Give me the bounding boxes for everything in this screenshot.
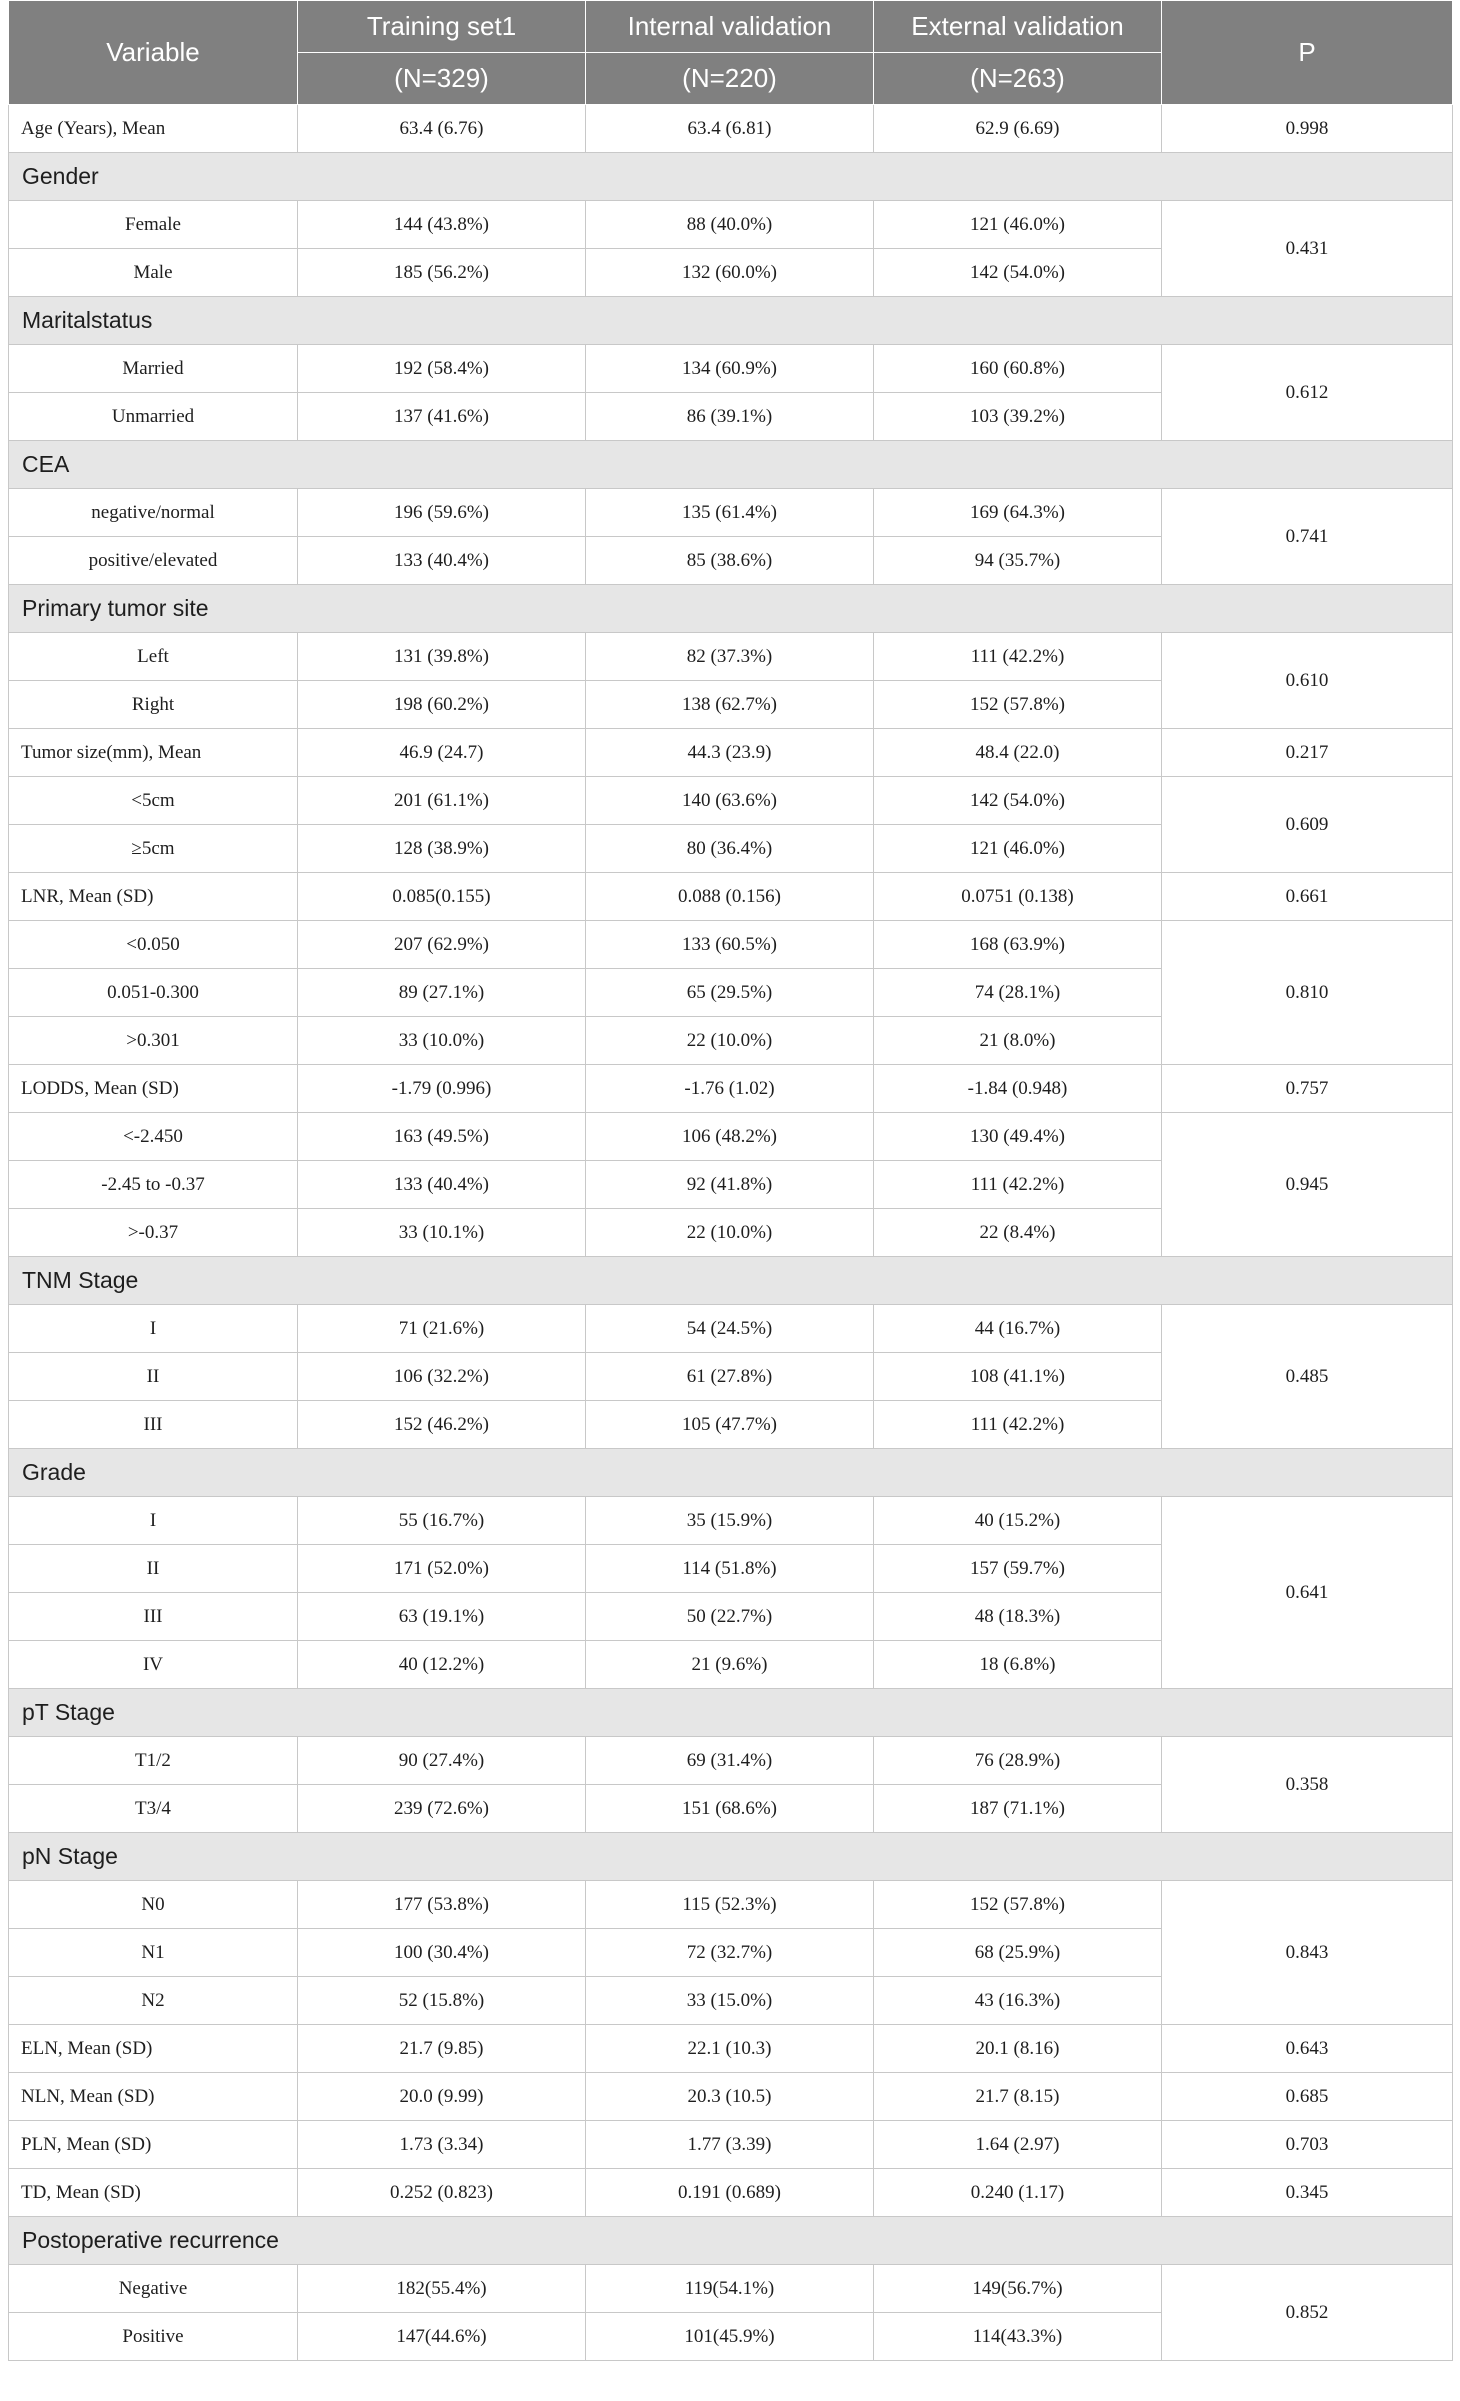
variable-cell: positive/elevated	[9, 537, 298, 585]
table-row	[9, 105, 1453, 153]
variable-cell: IV	[9, 1641, 298, 1689]
variable-cell: Negative	[9, 2265, 298, 2313]
variable-cell: N1	[9, 1929, 298, 1977]
section-label: Gender	[9, 153, 1453, 201]
variable-cell: LODDS, Mean (SD)	[9, 1065, 298, 1113]
section-label: TNM Stage	[9, 1257, 1453, 1305]
training-cell: 137 (41.6%)	[298, 393, 586, 441]
training-cell: 185 (56.2%)	[298, 249, 586, 297]
header-training-n: (N=329)	[298, 53, 586, 105]
internal-cell: 86 (39.1%)	[586, 393, 874, 441]
table-row	[9, 633, 1453, 681]
internal-cell: 35 (15.9%)	[586, 1497, 874, 1545]
external-cell: 108 (41.1%)	[874, 1353, 1162, 1401]
training-cell: 144 (43.8%)	[298, 201, 586, 249]
training-cell: 177 (53.8%)	[298, 1881, 586, 1929]
variable-cell: ≥5cm	[9, 825, 298, 873]
external-cell: -1.84 (0.948)	[874, 1065, 1162, 1113]
training-cell: 0.085(0.155)	[298, 873, 586, 921]
external-cell: 152 (57.8%)	[874, 1881, 1162, 1929]
internal-cell: 22.1 (10.3)	[586, 2025, 874, 2073]
header-row-1	[9, 1, 1453, 53]
external-cell: 121 (46.0%)	[874, 825, 1162, 873]
header-p: P	[1162, 1, 1453, 105]
training-cell: 147(44.6%)	[298, 2313, 586, 2361]
p-value-cell: 0.358	[1162, 1737, 1453, 1833]
table-header	[9, 1, 1453, 105]
variable-cell: III	[9, 1401, 298, 1449]
variable-cell: Female	[9, 201, 298, 249]
internal-cell: 133 (60.5%)	[586, 921, 874, 969]
p-value-cell: 0.703	[1162, 2121, 1453, 2169]
variable-cell: Tumor size(mm), Mean	[9, 729, 298, 777]
training-cell: 163 (49.5%)	[298, 1113, 586, 1161]
external-cell: 142 (54.0%)	[874, 249, 1162, 297]
external-cell: 21 (8.0%)	[874, 1017, 1162, 1065]
variable-cell: N2	[9, 1977, 298, 2025]
variable-cell: I	[9, 1305, 298, 1353]
table-row	[9, 1065, 1453, 1113]
internal-cell: 44.3 (23.9)	[586, 729, 874, 777]
p-value-cell: 0.998	[1162, 105, 1453, 153]
variable-cell: <5cm	[9, 777, 298, 825]
section-row	[9, 441, 1453, 489]
training-cell: 1.73 (3.34)	[298, 2121, 586, 2169]
table-row	[9, 1881, 1453, 1929]
p-value-cell: 0.485	[1162, 1305, 1453, 1449]
p-value-cell: 0.612	[1162, 345, 1453, 441]
external-cell: 103 (39.2%)	[874, 393, 1162, 441]
section-row	[9, 1449, 1453, 1497]
internal-cell: -1.76 (1.02)	[586, 1065, 874, 1113]
internal-cell: 132 (60.0%)	[586, 249, 874, 297]
internal-cell: 0.191 (0.689)	[586, 2169, 874, 2217]
internal-cell: 115 (52.3%)	[586, 1881, 874, 1929]
external-cell: 187 (71.1%)	[874, 1785, 1162, 1833]
training-cell: 89 (27.1%)	[298, 969, 586, 1017]
training-cell: 196 (59.6%)	[298, 489, 586, 537]
p-value-cell: 0.431	[1162, 201, 1453, 297]
external-cell: 168 (63.9%)	[874, 921, 1162, 969]
training-cell: 90 (27.4%)	[298, 1737, 586, 1785]
external-cell: 121 (46.0%)	[874, 201, 1162, 249]
internal-cell: 0.088 (0.156)	[586, 873, 874, 921]
p-value-cell: 0.610	[1162, 633, 1453, 729]
p-value-cell: 0.217	[1162, 729, 1453, 777]
variable-cell: >0.301	[9, 1017, 298, 1065]
section-row	[9, 1689, 1453, 1737]
variable-cell: Unmarried	[9, 393, 298, 441]
variable-cell: TD, Mean (SD)	[9, 2169, 298, 2217]
table-row	[9, 1305, 1453, 1353]
external-cell: 149(56.7%)	[874, 2265, 1162, 2313]
internal-cell: 82 (37.3%)	[586, 633, 874, 681]
internal-cell: 88 (40.0%)	[586, 201, 874, 249]
internal-cell: 54 (24.5%)	[586, 1305, 874, 1353]
training-cell: 207 (62.9%)	[298, 921, 586, 969]
variable-cell: -2.45 to -0.37	[9, 1161, 298, 1209]
section-row	[9, 297, 1453, 345]
training-cell: 133 (40.4%)	[298, 1161, 586, 1209]
table-row	[9, 201, 1453, 249]
external-cell: 130 (49.4%)	[874, 1113, 1162, 1161]
table-row	[9, 1737, 1453, 1785]
variable-cell: III	[9, 1593, 298, 1641]
external-cell: 0.240 (1.17)	[874, 2169, 1162, 2217]
training-cell: 52 (15.8%)	[298, 1977, 586, 2025]
p-value-cell: 0.661	[1162, 873, 1453, 921]
training-cell: 182(55.4%)	[298, 2265, 586, 2313]
internal-cell: 69 (31.4%)	[586, 1737, 874, 1785]
section-label: pN Stage	[9, 1833, 1453, 1881]
header-internal-n: (N=220)	[586, 53, 874, 105]
p-value-cell: 0.852	[1162, 2265, 1453, 2361]
table-row	[9, 873, 1453, 921]
external-cell: 160 (60.8%)	[874, 345, 1162, 393]
internal-cell: 114 (51.8%)	[586, 1545, 874, 1593]
section-row	[9, 585, 1453, 633]
external-cell: 157 (59.7%)	[874, 1545, 1162, 1593]
external-cell: 44 (16.7%)	[874, 1305, 1162, 1353]
external-cell: 48 (18.3%)	[874, 1593, 1162, 1641]
internal-cell: 22 (10.0%)	[586, 1017, 874, 1065]
internal-cell: 21 (9.6%)	[586, 1641, 874, 1689]
training-cell: 128 (38.9%)	[298, 825, 586, 873]
internal-cell: 135 (61.4%)	[586, 489, 874, 537]
internal-cell: 105 (47.7%)	[586, 1401, 874, 1449]
external-cell: 76 (28.9%)	[874, 1737, 1162, 1785]
p-value-cell: 0.345	[1162, 2169, 1453, 2217]
variable-cell: 0.051-0.300	[9, 969, 298, 1017]
p-value-cell: 0.609	[1162, 777, 1453, 873]
variable-cell: Married	[9, 345, 298, 393]
variable-cell: Right	[9, 681, 298, 729]
training-cell: 20.0 (9.99)	[298, 2073, 586, 2121]
table-row	[9, 729, 1453, 777]
training-cell: 198 (60.2%)	[298, 681, 586, 729]
internal-cell: 50 (22.7%)	[586, 1593, 874, 1641]
external-cell: 43 (16.3%)	[874, 1977, 1162, 2025]
training-cell: 106 (32.2%)	[298, 1353, 586, 1401]
table-row	[9, 1113, 1453, 1161]
internal-cell: 92 (41.8%)	[586, 1161, 874, 1209]
training-cell: 55 (16.7%)	[298, 1497, 586, 1545]
internal-cell: 63.4 (6.81)	[586, 105, 874, 153]
training-cell: 33 (10.0%)	[298, 1017, 586, 1065]
training-cell: 201 (61.1%)	[298, 777, 586, 825]
table-row	[9, 2073, 1453, 2121]
training-cell: 131 (39.8%)	[298, 633, 586, 681]
table-row	[9, 345, 1453, 393]
variable-cell: PLN, Mean (SD)	[9, 2121, 298, 2169]
external-cell: 20.1 (8.16)	[874, 2025, 1162, 2073]
p-value-cell: 0.843	[1162, 1881, 1453, 2025]
external-cell: 68 (25.9%)	[874, 1929, 1162, 1977]
section-row	[9, 153, 1453, 201]
table-row	[9, 2265, 1453, 2313]
internal-cell: 33 (15.0%)	[586, 1977, 874, 2025]
table-row	[9, 921, 1453, 969]
variable-cell: II	[9, 1353, 298, 1401]
section-label: Postoperative recurrence	[9, 2217, 1453, 2265]
p-value-cell: 0.643	[1162, 2025, 1453, 2073]
internal-cell: 20.3 (10.5)	[586, 2073, 874, 2121]
external-cell: 0.0751 (0.138)	[874, 873, 1162, 921]
external-cell: 142 (54.0%)	[874, 777, 1162, 825]
external-cell: 114(43.3%)	[874, 2313, 1162, 2361]
internal-cell: 65 (29.5%)	[586, 969, 874, 1017]
internal-cell: 61 (27.8%)	[586, 1353, 874, 1401]
external-cell: 22 (8.4%)	[874, 1209, 1162, 1257]
training-cell: 239 (72.6%)	[298, 1785, 586, 1833]
internal-cell: 22 (10.0%)	[586, 1209, 874, 1257]
variable-cell: Age (Years), Mean	[9, 105, 298, 153]
variable-cell: T1/2	[9, 1737, 298, 1785]
external-cell: 40 (15.2%)	[874, 1497, 1162, 1545]
external-cell: 111 (42.2%)	[874, 1161, 1162, 1209]
training-cell: -1.79 (0.996)	[298, 1065, 586, 1113]
external-cell: 21.7 (8.15)	[874, 2073, 1162, 2121]
variable-cell: N0	[9, 1881, 298, 1929]
variable-cell: II	[9, 1545, 298, 1593]
training-cell: 63.4 (6.76)	[298, 105, 586, 153]
variable-cell: Male	[9, 249, 298, 297]
internal-cell: 140 (63.6%)	[586, 777, 874, 825]
variable-cell: negative/normal	[9, 489, 298, 537]
section-row	[9, 1833, 1453, 1881]
p-value-cell: 0.685	[1162, 2073, 1453, 2121]
section-label: pT Stage	[9, 1689, 1453, 1737]
section-row	[9, 2217, 1453, 2265]
p-value-cell: 0.757	[1162, 1065, 1453, 1113]
training-cell: 40 (12.2%)	[298, 1641, 586, 1689]
header-external-n: (N=263)	[874, 53, 1162, 105]
variable-cell: NLN, Mean (SD)	[9, 2073, 298, 2121]
section-label: CEA	[9, 441, 1453, 489]
training-cell: 133 (40.4%)	[298, 537, 586, 585]
internal-cell: 134 (60.9%)	[586, 345, 874, 393]
external-cell: 111 (42.2%)	[874, 633, 1162, 681]
header-internal: Internal validation	[586, 1, 874, 53]
table-row	[9, 2121, 1453, 2169]
training-cell: 71 (21.6%)	[298, 1305, 586, 1353]
external-cell: 169 (64.3%)	[874, 489, 1162, 537]
training-cell: 100 (30.4%)	[298, 1929, 586, 1977]
variable-cell: LNR, Mean (SD)	[9, 873, 298, 921]
external-cell: 74 (28.1%)	[874, 969, 1162, 1017]
variable-cell: Positive	[9, 2313, 298, 2361]
variable-cell: <-2.450	[9, 1113, 298, 1161]
training-cell: 152 (46.2%)	[298, 1401, 586, 1449]
internal-cell: 101(45.9%)	[586, 2313, 874, 2361]
internal-cell: 119(54.1%)	[586, 2265, 874, 2313]
internal-cell: 85 (38.6%)	[586, 537, 874, 585]
baseline-characteristics-table	[8, 0, 1453, 2361]
table-row	[9, 2025, 1453, 2073]
variable-cell: <0.050	[9, 921, 298, 969]
section-label: Grade	[9, 1449, 1453, 1497]
training-cell: 21.7 (9.85)	[298, 2025, 586, 2073]
variable-cell: T3/4	[9, 1785, 298, 1833]
variable-cell: Left	[9, 633, 298, 681]
training-cell: 46.9 (24.7)	[298, 729, 586, 777]
training-cell: 0.252 (0.823)	[298, 2169, 586, 2217]
section-label: Maritalstatus	[9, 297, 1453, 345]
variable-cell: I	[9, 1497, 298, 1545]
header-variable: Variable	[9, 1, 298, 105]
internal-cell: 72 (32.7%)	[586, 1929, 874, 1977]
internal-cell: 106 (48.2%)	[586, 1113, 874, 1161]
training-cell: 192 (58.4%)	[298, 345, 586, 393]
table-row	[9, 489, 1453, 537]
internal-cell: 1.77 (3.39)	[586, 2121, 874, 2169]
table-row	[9, 777, 1453, 825]
internal-cell: 151 (68.6%)	[586, 1785, 874, 1833]
variable-cell: ELN, Mean (SD)	[9, 2025, 298, 2073]
section-row	[9, 1257, 1453, 1305]
external-cell: 111 (42.2%)	[874, 1401, 1162, 1449]
external-cell: 152 (57.8%)	[874, 681, 1162, 729]
training-cell: 63 (19.1%)	[298, 1593, 586, 1641]
variable-cell: >-0.37	[9, 1209, 298, 1257]
training-cell: 171 (52.0%)	[298, 1545, 586, 1593]
external-cell: 62.9 (6.69)	[874, 105, 1162, 153]
p-value-cell: 0.945	[1162, 1113, 1453, 1257]
header-training: Training set1	[298, 1, 586, 53]
p-value-cell: 0.741	[1162, 489, 1453, 585]
external-cell: 48.4 (22.0)	[874, 729, 1162, 777]
table-body	[9, 105, 1453, 2361]
table-row	[9, 2169, 1453, 2217]
p-value-cell: 0.810	[1162, 921, 1453, 1065]
internal-cell: 138 (62.7%)	[586, 681, 874, 729]
header-external: External validation	[874, 1, 1162, 53]
external-cell: 18 (6.8%)	[874, 1641, 1162, 1689]
training-cell: 33 (10.1%)	[298, 1209, 586, 1257]
p-value-cell: 0.641	[1162, 1497, 1453, 1689]
external-cell: 94 (35.7%)	[874, 537, 1162, 585]
internal-cell: 80 (36.4%)	[586, 825, 874, 873]
section-label: Primary tumor site	[9, 585, 1453, 633]
table-row	[9, 1497, 1453, 1545]
external-cell: 1.64 (2.97)	[874, 2121, 1162, 2169]
